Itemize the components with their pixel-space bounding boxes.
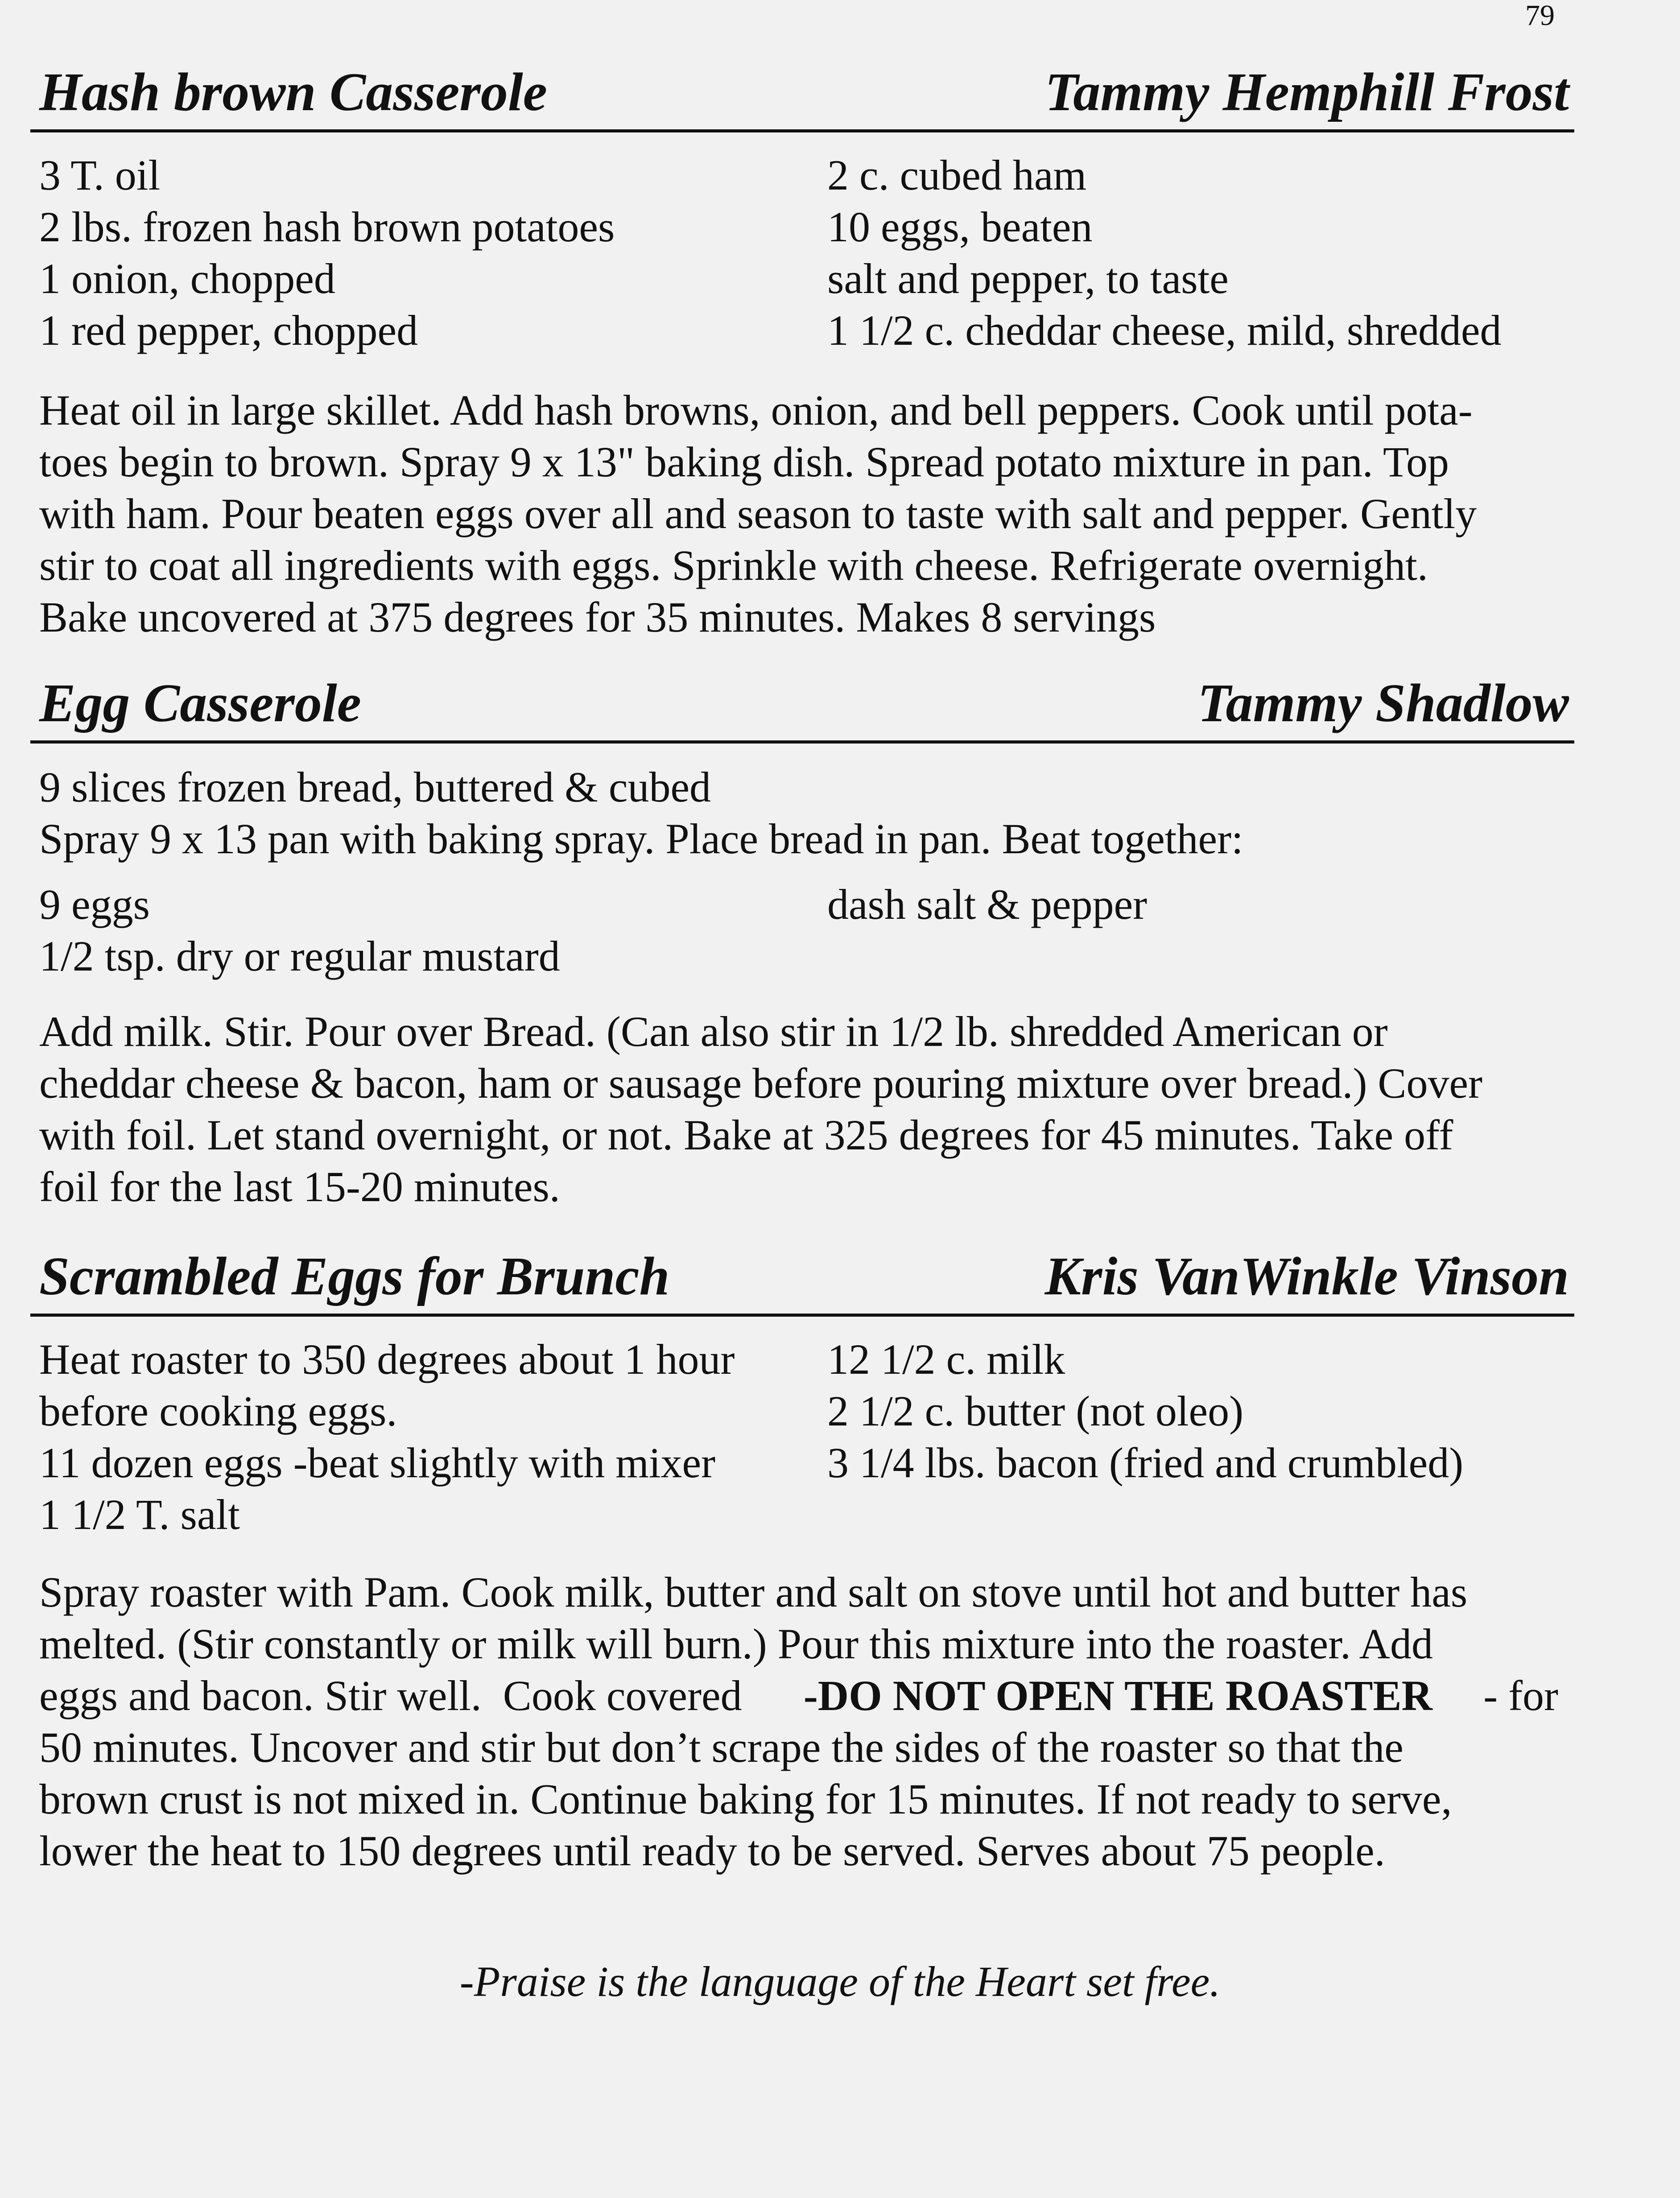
ingredients-left — [39, 149, 615, 356]
recipe-header-egg-casserole — [30, 673, 1574, 744]
ingredients-left — [39, 1334, 735, 1541]
page-number: 79 — [1525, 0, 1555, 32]
ingredient-line: salt and pepper, to taste — [827, 255, 1229, 302]
ingredient-line: 2 1/2 c. butter (not oleo) — [827, 1387, 1244, 1435]
intro-line: 9 slices frozen bread, buttered & cubed — [39, 763, 711, 811]
ingredient-line: 1 red pepper, chopped — [39, 306, 418, 354]
directions-line: foil for the last 15-20 minutes. — [39, 1163, 560, 1211]
directions-line: brown crust is not mixed in. Continue baking for 15 minutes. If not ready to serve, — [39, 1775, 1452, 1823]
directions-line: Heat oil in large skillet. Add hash browns, onion, and bell peppers. Cook until pota- — [39, 386, 1473, 434]
ingredient-line: 12 1/2 c. milk — [827, 1335, 1065, 1383]
directions-line: lower the heat to 150 degrees until ready to be served. Serves about 75 people. — [39, 1827, 1385, 1875]
directions-line: Add milk. Stir. Pour over Bread. (Can also stir in 1/2 lb. shredded American or — [39, 1008, 1388, 1055]
directions-line: with ham. Pour beaten eggs over all and season to taste with salt and pepper. Gently — [39, 490, 1477, 537]
ingredient-line: Heat roaster to 350 degrees about 1 hour — [39, 1335, 735, 1383]
directions-line: with foil. Let stand overnight, or not. Bake at 325 degrees for 45 minutes. Take off — [39, 1111, 1453, 1159]
recipe-directions — [39, 1566, 1558, 1877]
directions-text: - for — [1483, 1672, 1558, 1719]
recipe-author: Tammy Hemphill Frost — [1045, 62, 1569, 122]
ingredient-line: 9 eggs — [39, 880, 150, 928]
recipe-author: Tammy Shadlow — [1197, 673, 1569, 733]
directions-line — [39, 1670, 1558, 1722]
ingredients-right — [827, 879, 1147, 930]
warning-text: -DO NOT OPEN THE ROASTER — [803, 1672, 1432, 1719]
ingredient-line: 11 dozen eggs -beat slightly with mixer — [39, 1439, 716, 1487]
recipe-title: Egg Casserole — [39, 673, 361, 733]
ingredient-line: 2 c. cubed ham — [827, 151, 1087, 199]
directions-text: eggs and bacon. Stir well. Cook covered — [39, 1672, 753, 1719]
ingredient-line: 3 1/4 lbs. bacon (fried and crumbled) — [827, 1439, 1464, 1487]
recipe-title: Scrambled Eggs for Brunch — [39, 1246, 670, 1306]
ingredient-line: 1 1/2 c. cheddar cheese, mild, shredded — [827, 306, 1502, 354]
ingredients-left — [39, 879, 560, 982]
directions-line: Bake uncovered at 375 degrees for 35 minutes. Makes 8 servings — [39, 593, 1156, 641]
recipe-author: Kris VanWinkle Vinson — [1044, 1246, 1569, 1306]
recipe-header-scrambled-eggs — [30, 1247, 1574, 1317]
recipe-intro — [39, 761, 1243, 865]
footer-quote: -Praise is the language of the Heart set free. — [459, 1958, 1221, 2005]
directions-line: cheddar cheese & bacon, ham or sausage before pouring mixture over bread.) Cover — [39, 1059, 1483, 1107]
ingredient-line: 3 T. oil — [39, 151, 161, 199]
recipe-title: Hash brown Casserole — [39, 62, 547, 122]
ingredients-right — [827, 1334, 1463, 1489]
ingredient-line: 2 lbs. frozen hash brown potatoes — [39, 203, 615, 251]
ingredient-line: before cooking eggs. — [39, 1387, 397, 1435]
recipe-directions — [39, 1006, 1558, 1213]
recipe-directions — [39, 384, 1558, 643]
directions-line: stir to coat all ingredients with eggs. Sprinkle with cheese. Refrigerate overnight. — [39, 541, 1428, 589]
directions-line: 50 minutes. Uncover and stir but don’t scrape the sides of the roaster so that the — [39, 1723, 1403, 1771]
directions-line: melted. (Stir constantly or milk will burn.) Pour this mixture into the roaster. Add — [39, 1620, 1433, 1668]
directions-line: Spray roaster with Pam. Cook milk, butter and salt on stove until hot and butter has — [39, 1568, 1468, 1616]
ingredient-line: dash salt & pepper — [827, 880, 1148, 928]
ingredient-line: 1 1/2 T. salt — [39, 1491, 240, 1538]
ingredient-line: 10 eggs, beaten — [827, 203, 1093, 251]
directions-line: toes begin to brown. Spray 9 x 13" baking dish. Spread potato mixture in pan. Top — [39, 438, 1449, 486]
ingredient-line: 1 onion, chopped — [39, 255, 335, 302]
ingredients-right — [827, 149, 1501, 356]
ingredient-line: 1/2 tsp. dry or regular mustard — [39, 932, 560, 980]
intro-line: Spray 9 x 13 pan with baking spray. Place bread in pan. Beat together: — [39, 815, 1243, 863]
recipe-header-hash-brown — [30, 62, 1574, 132]
